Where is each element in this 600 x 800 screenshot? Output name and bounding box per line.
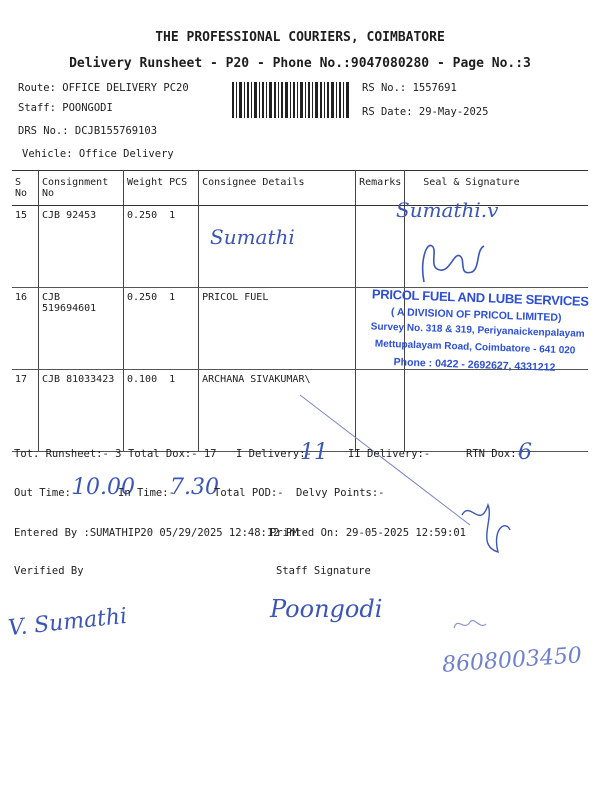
cell-consignment: CJB 519694601 bbox=[39, 288, 124, 370]
cell-consignment: CJB 92453 bbox=[39, 206, 124, 288]
col-pcs: PCS bbox=[166, 171, 199, 206]
cell-sno: 17 bbox=[12, 370, 39, 452]
cell-pcs: 1 bbox=[166, 206, 199, 288]
stamp-line2: ( A DIVISION OF PRICOL LIMITED) bbox=[390, 306, 562, 324]
delvy-points-label: Delvy Points:- bbox=[296, 487, 385, 499]
cell-sno: 16 bbox=[12, 288, 39, 370]
cell-pcs: 1 bbox=[166, 288, 199, 370]
col-seal: Seal & Signature bbox=[405, 171, 588, 206]
drs-number: DRS No.: DCJB155769103 bbox=[18, 125, 158, 137]
verified-by-label: Verified By bbox=[14, 565, 84, 577]
staff-signature-label: Staff Signature bbox=[276, 565, 371, 577]
rtn-dox-label: RTN Dox:- bbox=[466, 448, 523, 460]
handwritten-seal-name: Sumathi.v bbox=[396, 198, 499, 222]
handwritten-in-time: 7.30 bbox=[170, 475, 219, 500]
rs-number: RS No.: 1557691 bbox=[362, 82, 457, 94]
cell-consignee: PRICOL FUEL bbox=[199, 288, 356, 370]
col-remarks: Remarks bbox=[356, 171, 405, 206]
stamp-line1: PRICOL FUEL AND LUBE SERVICES bbox=[371, 286, 589, 309]
cell-weight: 0.250 bbox=[124, 288, 167, 370]
handwritten-out-time: 10.00 bbox=[72, 475, 135, 500]
total-dox: Total Dox:- 17 bbox=[128, 448, 217, 460]
i-delivery-label: I Delivery:- bbox=[236, 448, 312, 460]
runsheet-subtitle: Delivery Runsheet - P20 - Phone No.:9047080280 - Page No.:3 bbox=[69, 56, 531, 71]
col-consignment: Consignment No bbox=[39, 171, 124, 206]
rs-date: RS Date: 29-May-2025 bbox=[362, 106, 489, 118]
cell-consignment: CJB 81033423 bbox=[39, 370, 124, 452]
in-time-label: In Time:- bbox=[118, 487, 175, 499]
cell-sno: 15 bbox=[12, 206, 39, 288]
ii-delivery-label: II Delivery:- bbox=[348, 448, 431, 460]
stamp-line3: Survey No. 318 & 319, Periyanaickenpalayam bbox=[370, 321, 585, 340]
company-title: THE PROFESSIONAL COURIERS, COIMBATORE bbox=[155, 30, 445, 45]
total-pod-label: Total POD:- bbox=[214, 487, 284, 499]
col-sno: S No bbox=[12, 171, 39, 206]
cell-pcs: 1 bbox=[166, 370, 199, 452]
cell-consignee: ARCHANA SIVAKUMAR\ bbox=[199, 370, 356, 452]
cell-weight: 0.250 bbox=[124, 206, 167, 288]
printed-on: Printed On: 29-05-2025 12:59:01 bbox=[270, 527, 466, 539]
col-weight: Weight bbox=[124, 171, 167, 206]
route-label: Route: OFFICE DELIVERY PC20 bbox=[18, 82, 189, 94]
verified-signature: V. Sumathi bbox=[7, 603, 129, 642]
out-time-label: Out Time:- bbox=[14, 487, 78, 499]
stamp-line4: Mettupalayam Road, Coimbatore - 641 020 bbox=[374, 338, 576, 357]
handwritten-delivery-count: 11 bbox=[300, 440, 328, 465]
handwritten-name-row15: Sumathi bbox=[210, 225, 295, 249]
cell-weight: 0.100 bbox=[124, 370, 167, 452]
stamp-line5: Phone : 0422 - 2692627, 4331212 bbox=[393, 356, 556, 374]
vehicle-label: Vehicle: Office Delivery bbox=[22, 148, 174, 160]
staff-signature: Poongodi bbox=[270, 595, 383, 623]
handwritten-phone: 8608003450 bbox=[441, 643, 583, 678]
small-scribble bbox=[450, 612, 490, 636]
col-consignee: Consignee Details bbox=[199, 171, 356, 206]
entered-by: Entered By :SUMATHIP20 05/29/2025 12:48:12 PM bbox=[14, 527, 299, 539]
handwritten-rtn-count: 6 bbox=[518, 440, 532, 465]
staff-label: Staff: POONGODI bbox=[18, 102, 113, 114]
total-runsheet: Tot. Runsheet:- 3 bbox=[14, 448, 122, 460]
